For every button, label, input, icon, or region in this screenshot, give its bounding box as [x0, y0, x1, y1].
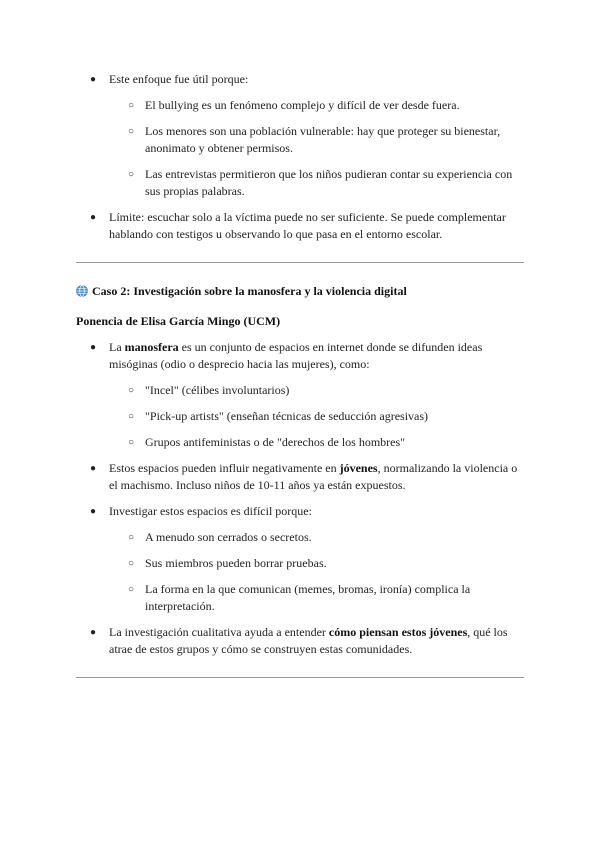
case2-list: [0, 460, 600, 494]
list-item-text-pre: La investigación cualitativa ayuda a entender: [109, 625, 329, 639]
sub-list-item-text: "Pick-up artists" (enseñan técnicas de seducción agresivas): [145, 409, 429, 423]
case2-sublist: [0, 581, 600, 615]
list-item-text-post: , qué los atrae de estos grupos y cómo se construyen estas comunidades.: [109, 625, 508, 656]
section1-list: [0, 209, 600, 243]
bullet: ○: [128, 532, 135, 543]
case2-heading: [76, 283, 407, 300]
list-item: [0, 460, 600, 494]
list-item-text-pre: La: [109, 340, 125, 354]
bullet: ○: [128, 100, 135, 111]
sub-list-item: [0, 97, 600, 114]
sub-list-item-text: "Incel" (célibes involuntarios): [145, 383, 290, 397]
sub-list-item-text: Las entrevistas permitieron que los niños pudieran contar su experiencia con sus propias palabras.: [145, 167, 513, 198]
sub-list-item-text: Sus miembros pueden borrar pruebas.: [145, 556, 327, 570]
section1-sublist: [0, 97, 600, 114]
sub-list-item-text: El bullying es un fenómeno complejo y difícil de ver desde fuera.: [145, 98, 460, 112]
bullet: ●: [90, 342, 97, 353]
sub-list-item: [0, 555, 600, 572]
globe-icon: [76, 285, 88, 297]
list-item: [0, 503, 600, 520]
case2-title: Caso 2: Investigación sobre la manosfera y la violencia digital: [92, 284, 407, 298]
case2-list: [0, 339, 600, 373]
bullet: ●: [90, 212, 97, 223]
list-item-text: Límite: escuchar solo a la víctima puede no ser suficiente. Se puede complementar hablando con testigos u observando lo que pasa en el entorno escolar.: [109, 210, 506, 241]
list-item-text: Investigar estos espacios es difícil porque:: [109, 504, 312, 518]
sub-list-item-text: Los menores son una población vulnerable: hay que proteger su bienestar, anonimato y obtener permisos.: [145, 124, 501, 155]
bullet: ●: [90, 506, 97, 517]
case2-sublist: [0, 434, 600, 451]
case2-subtitle: Ponencia de Elisa García Mingo (UCM): [76, 314, 281, 328]
bullet: ○: [128, 126, 135, 137]
list-item: [0, 209, 600, 243]
sub-list-item: [0, 434, 600, 451]
list-item-text: Este enfoque fue útil porque:: [109, 72, 249, 86]
list-item-text-post: es un conjunto de espacios en internet donde se difunden ideas misóginas (odio o desprecio hacia las mujeres), como:: [109, 340, 483, 371]
section1-sublist: [0, 166, 600, 200]
bullet: ○: [128, 385, 135, 396]
list-item: [0, 71, 600, 88]
bullet: ○: [128, 411, 135, 422]
case2-sublist: [0, 555, 600, 572]
sub-list-item-text: La forma en la que comunican (memes, bromas, ironía) complica la interpretación.: [145, 582, 471, 613]
bullet: ●: [90, 74, 97, 85]
bullet: ○: [128, 169, 135, 180]
bullet: ○: [128, 558, 135, 569]
sub-list-item-text: Grupos antifeministas o de "derechos de los hombres": [145, 435, 406, 449]
list-item-text-pre: Estos espacios pueden influir negativamente en: [109, 461, 340, 475]
case2-list: [0, 624, 600, 658]
list-item: [0, 624, 600, 658]
case2-sublist: [0, 529, 600, 546]
sub-list-item: [0, 123, 600, 157]
bullet: ○: [128, 584, 135, 595]
case2-sublist: [0, 382, 600, 399]
sub-list-item: [0, 529, 600, 546]
separator: [76, 677, 524, 678]
list-item-text-bold: jóvenes: [339, 461, 378, 475]
sub-list-item: [0, 408, 600, 425]
case2-list: [0, 503, 600, 520]
section1-list: [0, 71, 600, 88]
list-item-text-bold: manosfera: [124, 340, 179, 354]
separator: [76, 262, 524, 263]
list-item: [0, 339, 600, 373]
case2-sublist: [0, 408, 600, 425]
bullet: ○: [128, 437, 135, 448]
section1-sublist: [0, 123, 600, 157]
list-item-text-post: , normalizando la violencia o el machismo. Incluso niños de 10-11 años ya están expuestos.: [109, 461, 518, 492]
bullet: ●: [90, 627, 97, 638]
sub-list-item: [0, 382, 600, 399]
sub-list-item-text: A menudo son cerrados o secretos.: [145, 530, 312, 544]
bullet: ●: [90, 463, 97, 474]
sub-list-item: [0, 166, 600, 200]
list-item-text-bold: cómo piensan estos jóvenes: [328, 625, 468, 639]
sub-list-item: [0, 581, 600, 615]
